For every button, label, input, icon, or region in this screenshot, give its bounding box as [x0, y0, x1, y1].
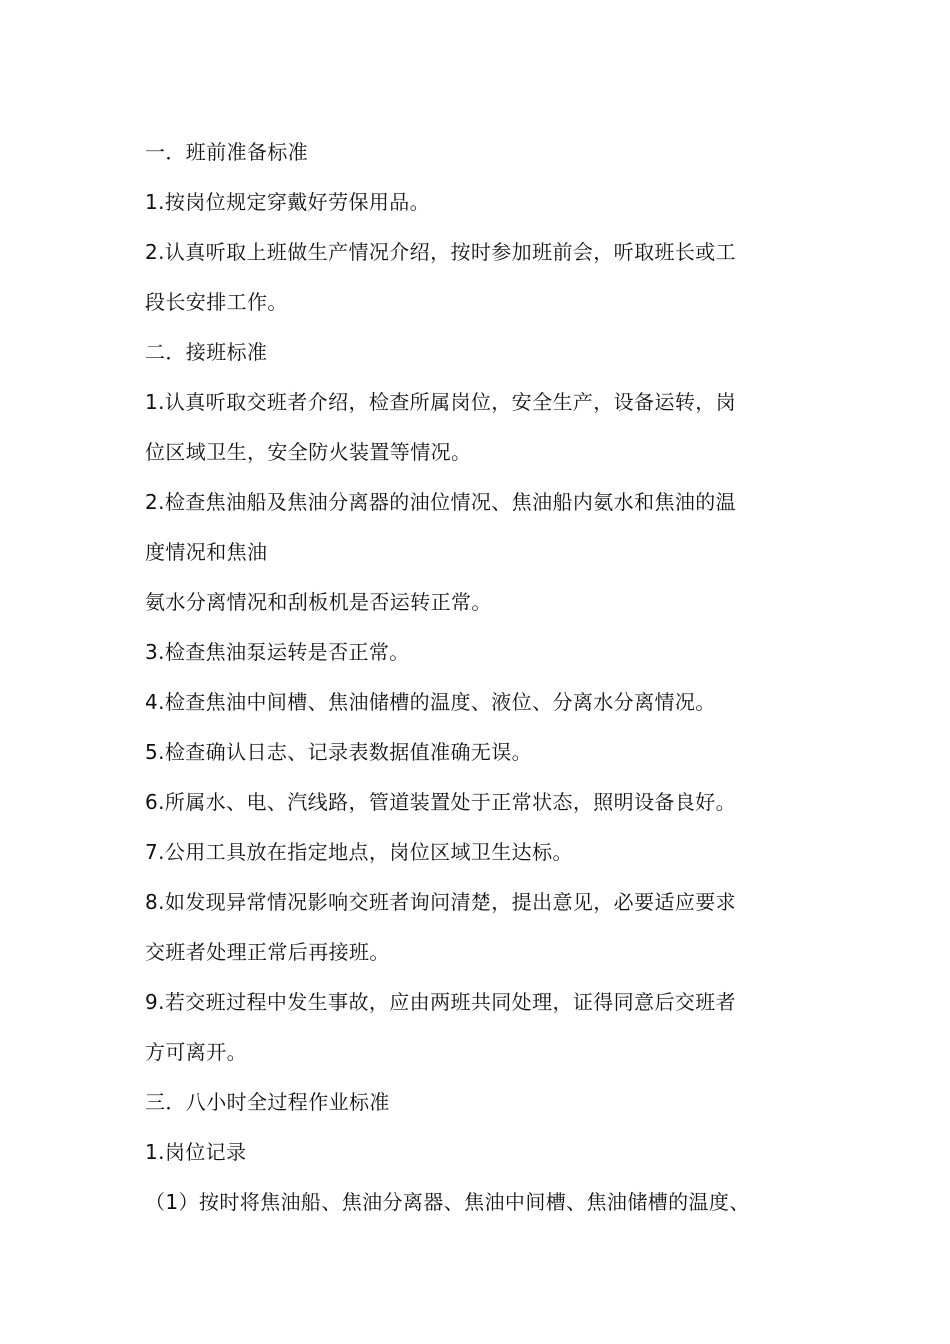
document-body: [145, 134, 805, 1234]
paragraph-line: 1.按岗位规定穿戴好劳保用品。: [145, 190, 431, 214]
paragraph-line: 段长安排工作。: [145, 290, 288, 314]
paragraph-line: （1）按时将焦油船、焦油分离器、焦油中间槽、焦油储槽的温度、: [145, 1190, 750, 1214]
paragraph-line: 4.检查焦油中间槽、焦油储槽的温度、液位、分离水分离情况。: [145, 690, 716, 714]
paragraph-line: 1.认真听取交班者介绍，检查所属岗位，安全生产，设备运转，岗: [145, 390, 737, 414]
paragraph-line: 氨水分离情况和刮板机是否运转正常。: [145, 590, 492, 614]
paragraph-line: 方可离开。: [145, 1040, 247, 1064]
section-heading: 三．八小时全过程作业标准: [145, 1090, 390, 1114]
subsection-heading: 1.岗位记录: [145, 1140, 247, 1164]
paragraph-line: 2.检查焦油船及焦油分离器的油位情况、焦油船内氨水和焦油的温: [145, 490, 737, 514]
paragraph-line: 7.公用工具放在指定地点，岗位区域卫生达标。: [145, 840, 573, 864]
paragraph-line: 3.检查焦油泵运转是否正常。: [145, 640, 410, 664]
paragraph-line: 8.如发现异常情况影响交班者询问清楚，提出意见，必要适应要求: [145, 890, 737, 914]
section-heading: 二．接班标准: [145, 340, 268, 364]
paragraph-line: 6.所属水、电、汽线路，管道装置处于正常状态，照明设备良好。: [145, 790, 737, 814]
paragraph-line: 位区域卫生，安全防火装置等情况。: [145, 440, 472, 464]
paragraph-line: 度情况和焦油: [145, 540, 268, 564]
paragraph-line: 2.认真听取上班做生产情况介绍，按时参加班前会，听取班长或工: [145, 240, 737, 264]
section-heading: 一．班前准备标准: [145, 140, 309, 164]
paragraph-line: 交班者处理正常后再接班。: [145, 940, 390, 964]
paragraph-line: 9.若交班过程中发生事故，应由两班共同处理，证得同意后交班者: [145, 990, 737, 1014]
paragraph-line: 5.检查确认日志、记录表数据值准确无误。: [145, 740, 533, 764]
